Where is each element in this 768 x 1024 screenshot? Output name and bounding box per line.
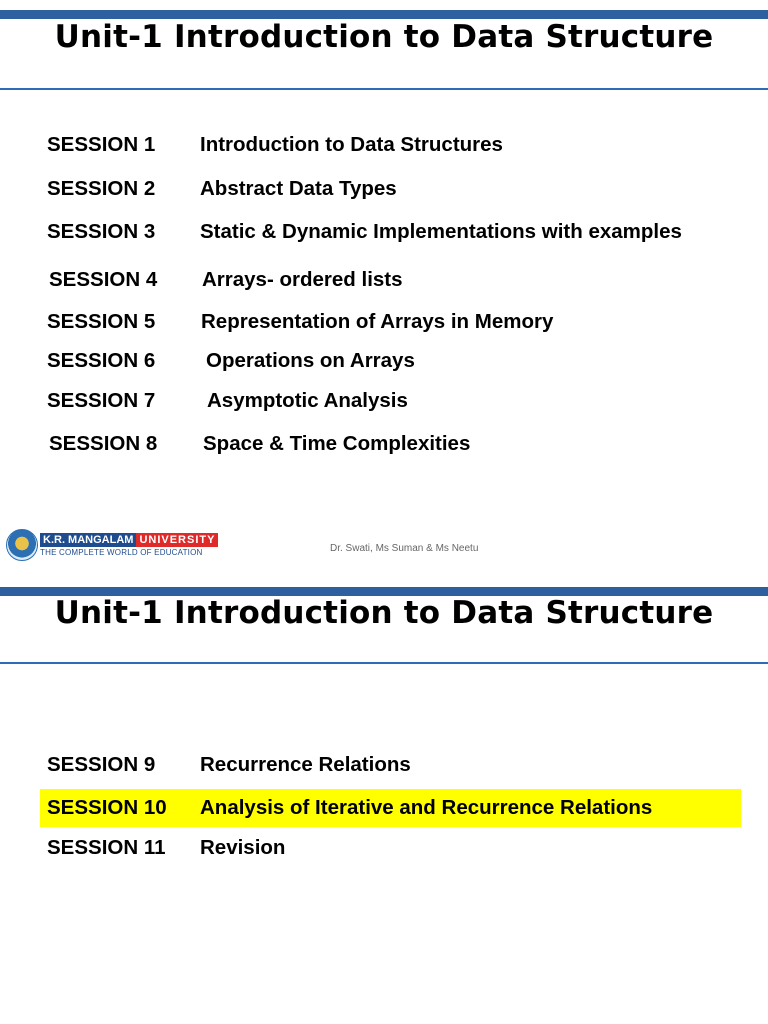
- session-topic: Asymptotic Analysis: [207, 389, 408, 412]
- title-bar-accent: [0, 10, 768, 19]
- session-number: SESSION 7: [47, 389, 156, 412]
- slide-title: Unit-1 Introduction to Data Structure: [54, 595, 714, 631]
- slide-2: [0, 576, 768, 1024]
- session-number: SESSION 8: [49, 432, 158, 455]
- session-topic: Abstract Data Types: [200, 177, 397, 200]
- logo-wordmark: [40, 533, 218, 547]
- session-number: SESSION 3: [47, 220, 156, 243]
- session-topic: Arrays- ordered lists: [202, 268, 403, 291]
- session-topic: Space & Time Complexities: [203, 432, 471, 455]
- session-number: SESSION 9: [47, 753, 156, 776]
- session-number: SESSION 5: [47, 310, 156, 333]
- title-divider: [0, 662, 768, 664]
- session-number: SESSION 1: [47, 133, 156, 156]
- session-topic: Introduction to Data Structures: [200, 133, 503, 156]
- session-topic: Representation of Arrays in Memory: [201, 310, 554, 333]
- slide-title: Unit-1 Introduction to Data Structure: [54, 19, 714, 55]
- logo-name-primary: K.R. MANGALAM: [40, 533, 136, 547]
- session-number: SESSION 6: [47, 349, 156, 372]
- session-topic: Operations on Arrays: [206, 349, 415, 372]
- session-topic: Analysis of Iterative and Recurrence Relations: [200, 796, 653, 819]
- footer-authors: Dr. Swati, Ms Suman & Ms Neetu: [330, 543, 479, 554]
- session-number: SESSION 11: [47, 836, 166, 859]
- session-topic: Recurrence Relations: [200, 753, 411, 776]
- title-divider: [0, 88, 768, 90]
- session-row-highlighted: [40, 789, 741, 827]
- session-number: SESSION 10: [47, 796, 167, 819]
- session-number: SESSION 2: [47, 177, 156, 200]
- session-topic: Static & Dynamic Implementations with examples: [200, 220, 682, 243]
- university-logo: [6, 529, 216, 561]
- university-seal-icon: [6, 529, 38, 561]
- session-number: SESSION 4: [49, 268, 158, 291]
- logo-tagline: THE COMPLETE WORLD OF EDUCATION: [40, 548, 203, 557]
- logo-name-secondary: UNIVERSITY: [136, 533, 218, 547]
- session-topic: Revision: [200, 836, 286, 859]
